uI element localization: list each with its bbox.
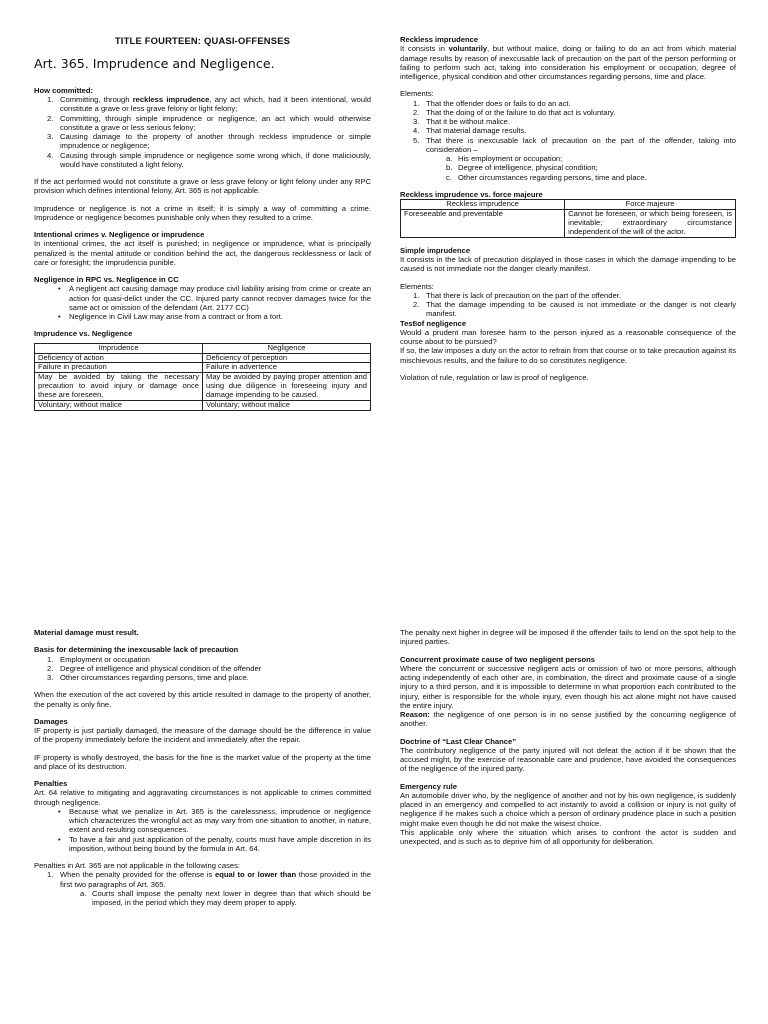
table-row xyxy=(35,373,371,401)
page-2-left-column xyxy=(34,628,371,907)
table-row xyxy=(35,353,371,363)
intentional-text: In intentional crimes, the act itself is punished; in negligence or imprudence, what is principally penalized is the mental attitude or condition behind the act, the dangerous recklessness or lack of care or foresight; the imprudencia punible. xyxy=(34,239,371,267)
imp-vs-neg-heading: Imprudence vs. Negligence xyxy=(34,329,133,339)
emergency-rule-text-1: An automobile driver who, by the negligence of another and not by his own negligence, is suddenly placed in an emergency and compelled to act instantly to avoid a collision or injury is not guilty of negligence if he makes such a choice which a person of ordinary prudence place in such a position might make even though he did not make the wisest choice. xyxy=(400,790,736,828)
simple-heading: Simple imprudence xyxy=(400,245,471,255)
table-cell: Voluntary; without malice xyxy=(35,401,203,411)
list-item: • A negligent act causing damage may produce civil liability arising from crime or create an action for quasi-delict under the CC. Injured party cannot recover damages twice for the same act or omission of the defendant (Art. 2177 CC) xyxy=(34,284,371,312)
test-text-3: Violation of rule, regulation or law is proof of negligence. xyxy=(400,372,589,382)
simple-text: It consists in the lack of precaution displayed in those cases in which the damage impending to be caused is not immediate nor the danger clearly manifest. xyxy=(400,255,736,274)
penalties-heading: Penalties xyxy=(34,779,68,788)
how-committed-heading: How committed: xyxy=(34,85,94,95)
table-header: Force majeure xyxy=(565,200,736,210)
emergency-rule-text-2: This applicable only where the situation which arises to confront the actor is sudden and unexpected, and is such as to deprive him of all opportunity for deliberation. xyxy=(400,827,736,846)
table-cell: Voluntary; without malice xyxy=(203,401,371,411)
concurrent-text: Where the concurrent or successive negligent acts or omission of two or more persons, although acting independently of each other are, in combination, the direct and proximate cause of a single injury to a third person, and it is impossible to determine in what proportion each contributed to the injury, either is responsible for the whole injury, even though his act alone might not have caused the entire injury. xyxy=(400,663,736,710)
list-item: • Because what we penalize in Art. 365 is the carelessness, imprudence or negligence which characterizes the wrongful act as may vary from one situation to another, in nature, extent and resulting consequences. xyxy=(34,807,371,835)
item-text: When the penalty provided for the offense is xyxy=(60,870,216,880)
imprudence-negligence-table xyxy=(34,343,371,412)
force-majeure-table xyxy=(400,199,736,238)
simple-elements-list xyxy=(400,291,736,319)
force-majeure-heading: Reckless imprudence vs. force majeure xyxy=(400,189,543,199)
item-text: Committing, through xyxy=(60,95,133,105)
basis-heading: Basis for determining the inexcusable lack of precaution xyxy=(34,645,239,655)
material-damage-heading: Material damage must result. xyxy=(34,628,139,637)
table-cell: Failure in precaution xyxy=(35,363,203,373)
not-applicable-sub-list xyxy=(34,889,371,908)
test-heading: Test of negligence xyxy=(400,318,467,328)
reckless-text xyxy=(400,44,736,81)
list-item: 2. That the damage impending to be caused is not immediate or the danger is not clearly manifest. xyxy=(400,300,736,319)
damages-text-1: IF property is just partially damaged, the measure of the damage should be the difference in value of the property immediately before the incident and immediately after the repair. xyxy=(34,726,371,745)
list-item xyxy=(34,95,371,114)
damages-text-2: IF property is wholly destroyed, the basis for the fine is the market value of the property at the time and place of its destruction. xyxy=(34,752,371,771)
table-cell: Deficiency of action xyxy=(35,353,203,363)
table-header: Reckless imprudence xyxy=(401,200,565,210)
list-item: • To have a fair and just application of the penalty, courts must have ample discretion in its imposition, without being bound by the formula in Art. 64. xyxy=(34,835,371,854)
article-heading: Art. 365. Imprudence and Negligence. xyxy=(34,56,275,72)
table-cell: May be avoided by taking the necessary precaution to avoid injury or damage once these are foreseen. xyxy=(35,373,203,401)
table-cell: Foreseeable and preventable xyxy=(401,209,565,237)
reason-text: the negligence of one person is in no sense justified by the concurring negligence of another. xyxy=(400,710,736,729)
list-item: 1. Employment or occupation xyxy=(34,655,371,664)
list-item: 3. Other circumstances regarding persons, time and place. xyxy=(34,673,371,682)
title-heading: TITLE FOURTEEN: QUASI-OFFENSES xyxy=(114,35,291,46)
table-header: Imprudence xyxy=(35,343,203,353)
list-item: b. Degree of intelligence, physical condition; xyxy=(400,163,736,172)
penalties-list xyxy=(34,807,371,853)
list-item: 4. Causing through simple imprudence or negligence some wrong which, if done maliciously, would have constituted a light felony. xyxy=(34,151,371,170)
paragraph-if-act: If the act performed would not constitute a grave or less grave felony or light felony under any RPC provision which defines intentional felony, Art. 365 is not applicable. xyxy=(34,177,371,196)
reckless-elements-list xyxy=(400,99,736,155)
last-clear-chance-text: The contributory negligence of the party injured will not defeat the action if it be shown that the accused might, by the exercise of reasonable care and prudence, have avoided the consequences of the negligence of the injured party. xyxy=(400,745,736,774)
list-item xyxy=(34,870,371,889)
table-row xyxy=(35,401,371,411)
test-text-1: Would a prudent man foresee harm to the person injured as a reasonable consequence of the course about to be pursued? xyxy=(400,327,736,347)
last-clear-chance-heading: Doctrine of “Last Clear Chance” xyxy=(400,736,517,746)
table-cell: Cannot be foreseen, or which being foreseen, is inevitable; extraordinary circumstance independent of the will of the actor. xyxy=(565,209,736,237)
item-bold-text: reckless imprudence xyxy=(132,95,210,105)
how-committed-list xyxy=(34,95,371,169)
table-header-row xyxy=(35,343,371,353)
not-applicable-list xyxy=(34,870,371,889)
penalties-text: Art. 64 relative to mitigating and aggravating circumstances is not applicable to crimes committed through negligence. xyxy=(34,788,371,807)
item-bold-text: equal to or lower than xyxy=(215,870,297,880)
rpc-vs-cc-heading: Negligence in RPC vs. Negligence in CC xyxy=(34,275,179,285)
list-item: a. His employment or occupation; xyxy=(400,154,736,163)
list-item: • Negligence in Civil Law may arise from a contract or from a tort. xyxy=(34,312,371,321)
reckless-text-end: , but without malice, doing or failing to do an act from which material damage results by reason of inexcusable lack of precaution on the part of the person performing or failing to perform such act, taking into consideration his employment or occupation, degree of intelligence, physical condition and other circumstances regarding persons, time and place. xyxy=(400,44,737,81)
list-item: 4. That material damage results. xyxy=(400,126,736,135)
reckless-text-start: It consists in xyxy=(400,44,449,54)
emergency-rule-heading: Emergency rule xyxy=(400,781,457,791)
page-2-right-column xyxy=(400,628,736,846)
table-row xyxy=(401,209,736,237)
reckless-heading: Reckless imprudence xyxy=(400,35,479,44)
item-text: , any act which, had it been intentional, would constitute a grave or less grave felony or light felony; xyxy=(60,95,372,114)
damages-heading: Damages xyxy=(34,716,68,726)
table-cell: Deficiency of perception xyxy=(203,353,371,363)
reckless-sub-elements-list xyxy=(400,154,736,182)
concurrent-reason xyxy=(400,710,736,729)
rpc-vs-cc-list xyxy=(34,284,371,321)
page-2 xyxy=(0,600,768,1024)
basis-list xyxy=(34,655,371,683)
page-1-right-column xyxy=(400,35,736,382)
list-item: c. Other circumstances regarding persons, time and place. xyxy=(400,173,736,182)
item-text: those provided in the first two paragraphs of Art. 365. xyxy=(60,870,371,889)
test-text-2: If so, the law imposes a duty on the actor to refrain from that course or to take precaution against its mischievous results, and the failure to do so constitutes negligence. xyxy=(400,346,736,365)
list-item: 5. That there is inexcusable lack of precaution on the part of the offender, taking into consideration – xyxy=(400,136,736,155)
list-item: 1. That the offender does or fails to do an act. xyxy=(400,99,736,108)
reckless-text-bold: voluntarily xyxy=(448,44,488,54)
list-item: 1. That there is lack of precaution on the part of the offender. xyxy=(400,291,736,300)
not-applicable-text: Penalties in Art. 365 are not applicable in the following cases: xyxy=(34,861,241,870)
elements-label: Elements: xyxy=(400,89,434,99)
list-item: 2. Committing, through simple imprudence or negligence, an act which would otherwise constitute a grave or less serious felony; xyxy=(34,114,371,133)
paragraph-imprudence: Imprudence or negligence is not a crime in itself; it is simply a way of committing a crime. Imprudence or negligence becomes punishable only when they resulted to a crime. xyxy=(34,203,371,222)
table-cell: May be avoided by paying proper attention and using due diligence in foreseeing injury and damage impending to be caused. xyxy=(203,373,371,401)
list-item: 3. That it be without malice. xyxy=(400,117,736,126)
table-header: Negligence xyxy=(203,343,371,353)
paragraph-when: When the execution of the act covered by this article resulted in damage to the property of another, the penalty is only fine. xyxy=(34,690,371,709)
list-item: 2. Degree of intelligence and physical condition of the offender xyxy=(34,664,371,673)
intentional-heading: Intentional crimes v. Negligence or imprudence xyxy=(34,230,205,240)
elements-label: Elements: xyxy=(400,281,434,291)
page-1-left-column xyxy=(34,35,371,411)
penalty-next-text: The penalty next higher in degree will be imposed if the offender fails to lend on the spot help to the injured parties. xyxy=(400,628,736,647)
table-header-row xyxy=(401,200,736,210)
list-item: 2. That the doing of or the failure to do that act is voluntary. xyxy=(400,108,736,117)
table-row xyxy=(35,363,371,373)
reason-label: Reason: xyxy=(400,710,430,719)
concurrent-heading: Concurrent proximate cause of two negligent persons xyxy=(400,654,595,664)
list-item: a. Courts shall impose the penalty next lower in degree than that which should be imposed, in the period which they may deem proper to apply. xyxy=(34,889,371,908)
list-item: 3. Causing damage to the property of another through reckless imprudence or simple imprudence or negligence; xyxy=(34,132,371,151)
table-cell: Failure in advertence xyxy=(203,363,371,373)
